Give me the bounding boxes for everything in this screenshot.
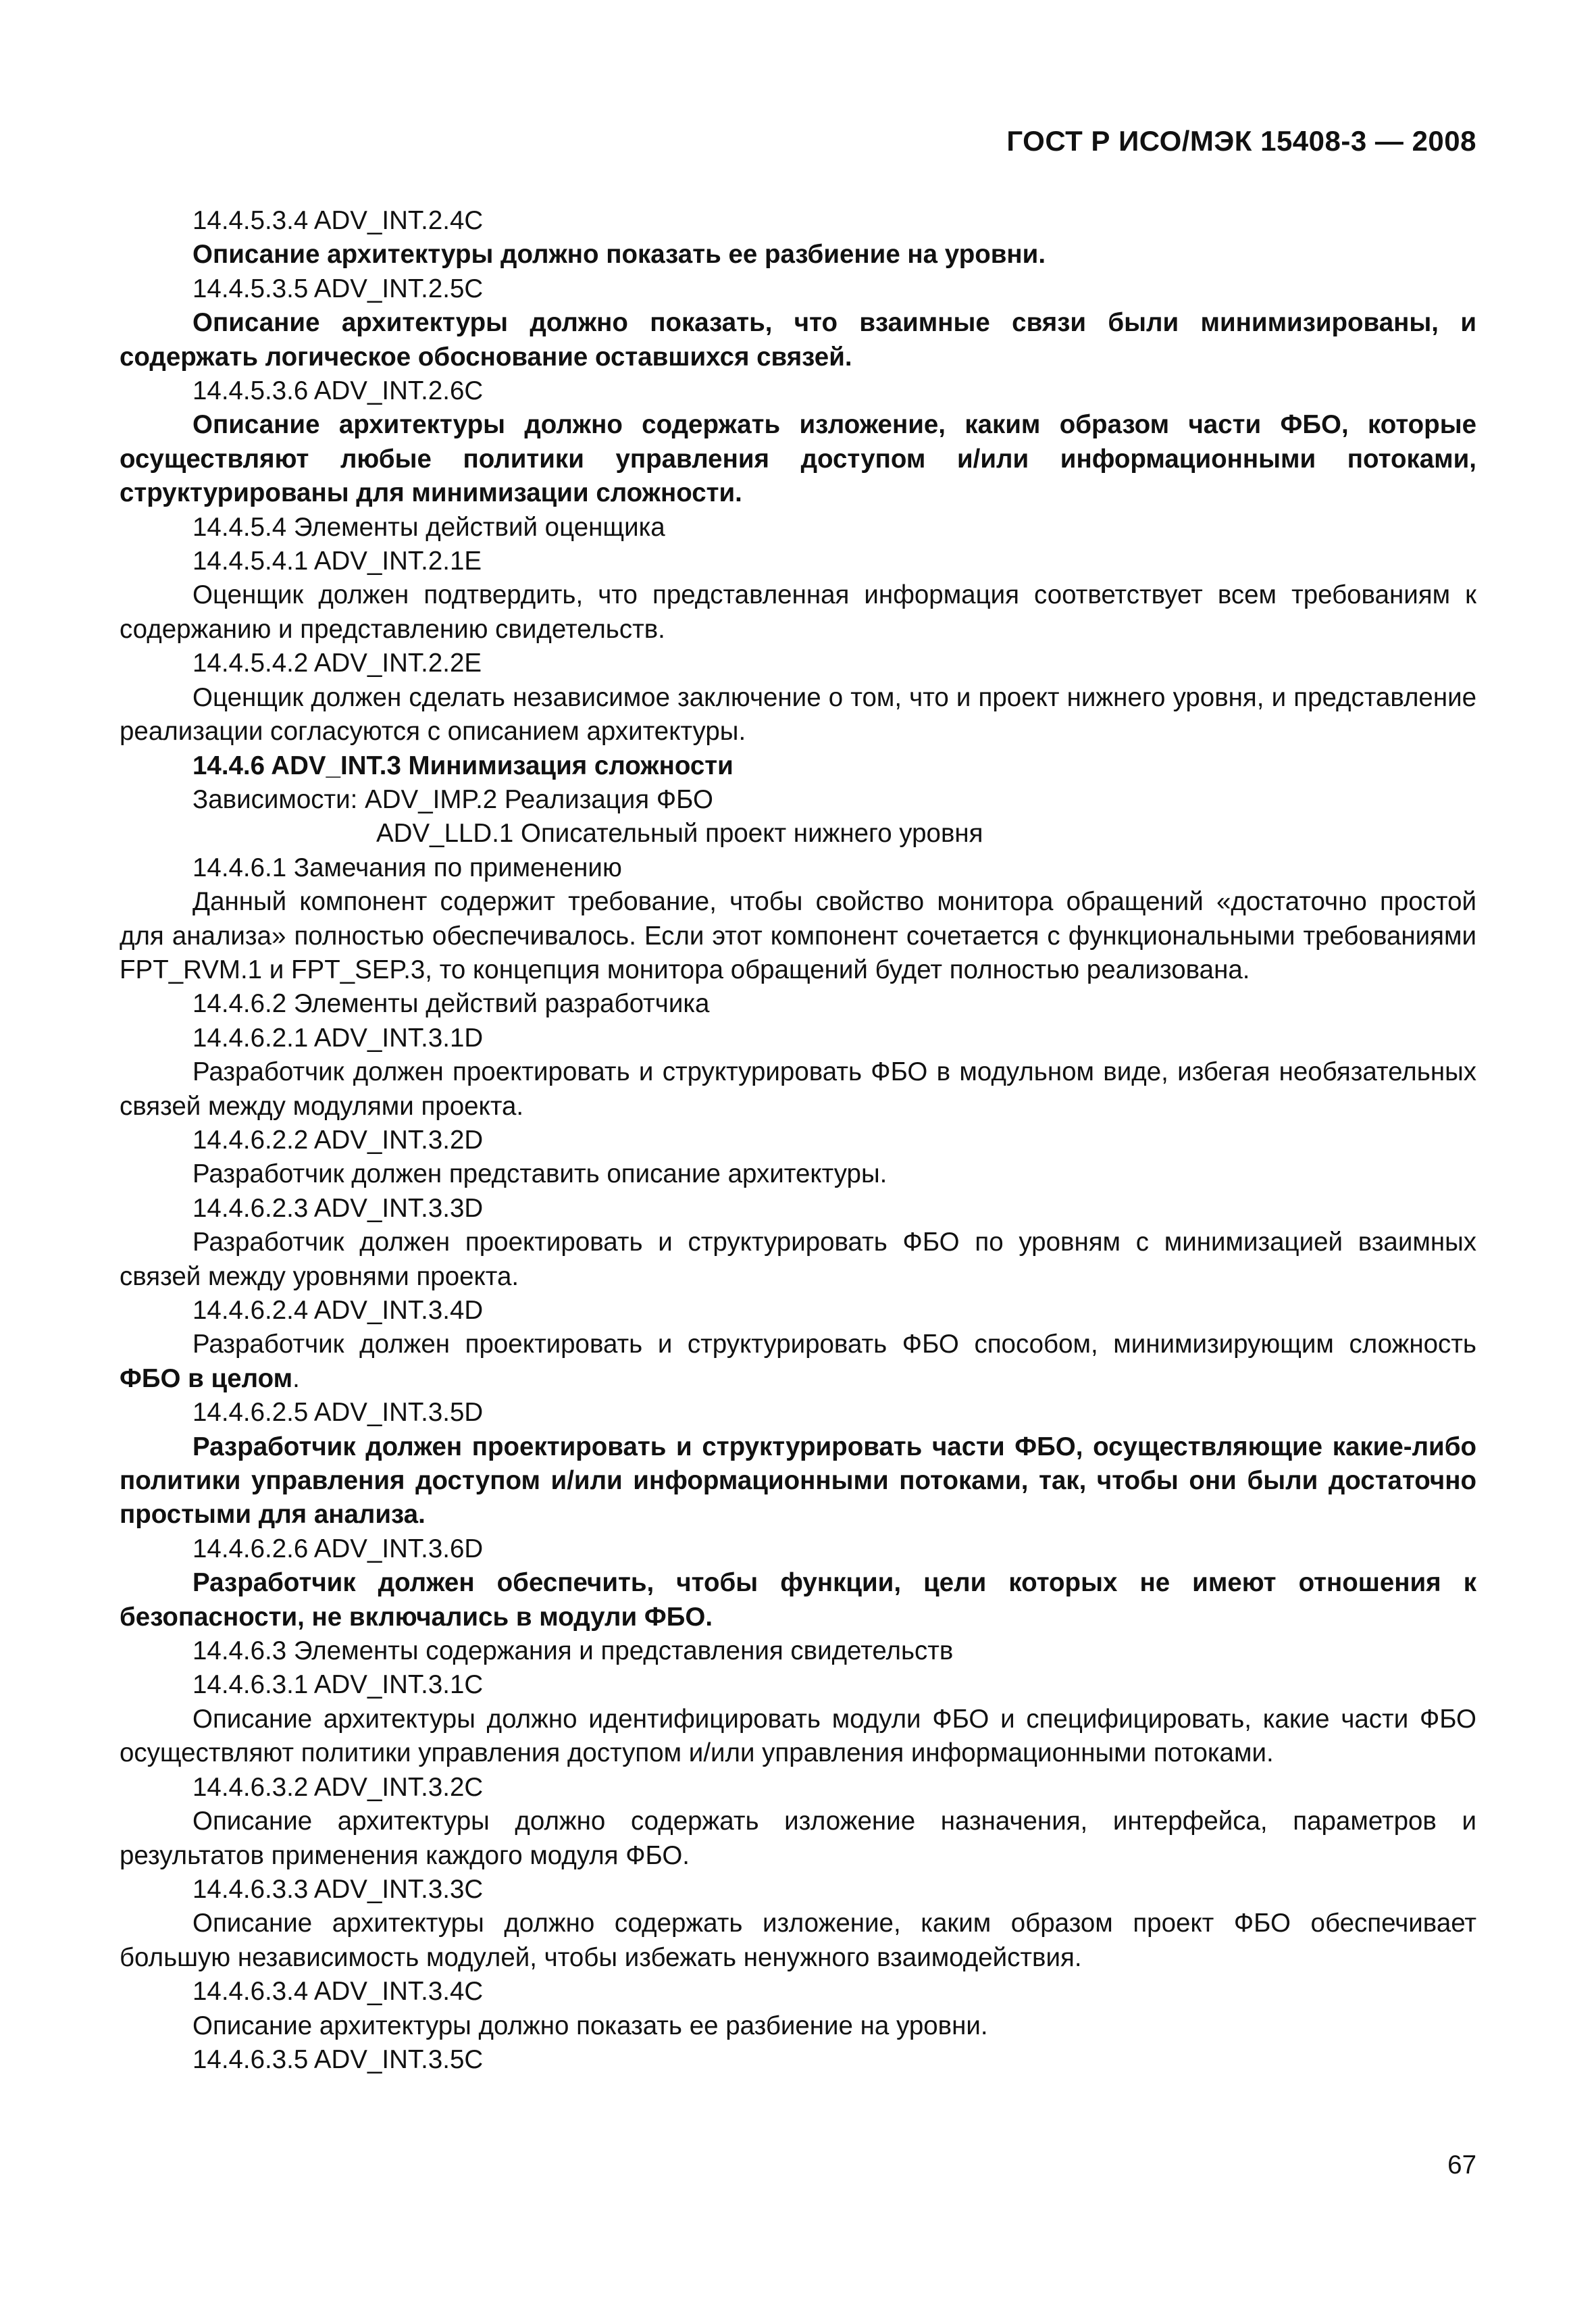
clause-number: 14.4.6.3.4 ADV_INT.3.4C — [192, 1977, 484, 2007]
requirement-text: Описание архитектуры должно показать ее разбиение на уровни. — [192, 2011, 988, 2040]
requirement-text-bold-fragment: ФБО в целом — [120, 1363, 293, 1393]
page-number: 67 — [1447, 2150, 1476, 2180]
requirement-text: Оценщик должен подтвердить, что представленная информация соответствует всем требованиям к содержанию и представлению свидетельств. — [120, 580, 1476, 644]
requirement-text: Описание архитектуры должно содержать изложение, каким образом проект ФБО обеспечивает большую независимость модулей, чтобы избежать ненужного взаимодействия. — [120, 1909, 1476, 1972]
clause-number: 14.4.6.2.3 ADV_INT.3.3D — [192, 1193, 484, 1223]
requirement-text-bold: Описание архитектуры должно показать ее разбиение на уровни. — [192, 240, 1046, 270]
clause-number: 14.4.5.4.2 ADV_INT.2.2E — [192, 649, 482, 678]
section-heading: 14.4.6.2 Элементы действий разработчика — [192, 989, 710, 1019]
section-heading: 14.4.5.4 Элементы действий оценщика — [192, 512, 665, 542]
requirement-text: Оценщик должен сделать независимое заключение о том, что и проект нижнего уровня, и представление реализации согласуются с описанием архитектуры. — [120, 682, 1476, 747]
clause-number: 14.4.5.3.4 ADV_INT.2.4C — [192, 206, 484, 235]
component-heading: 14.4.6 ADV_INT.3 Минимизация сложности — [192, 751, 733, 780]
requirement-text-end: . — [292, 1363, 300, 1393]
requirement-text: Описание архитектуры должно содержать изложение назначения, интерфейса, параметров и результатов применения каждого модуля ФБО. — [120, 1807, 1476, 1870]
requirement-text-bold: Разработчик должен проектировать и структурировать части ФБО, осуществляющие какие-либо политики управления доступом и/или информационными потоками, так, чтобы они были достаточно простыми для анализа. — [120, 1432, 1476, 1530]
clause-number: 14.4.5.3.6 ADV_INT.2.6C — [192, 376, 484, 406]
document-body — [120, 204, 1476, 2077]
requirement-text-bold: Разработчик должен обеспечить, чтобы функции, цели которых не имеют отношения к безопасности, не включались в модули ФБО. — [120, 1568, 1476, 1632]
clause-number: 14.4.6.2.1 ADV_INT.3.1D — [192, 1023, 484, 1053]
dependencies-line: Зависимости: ADV_IMP.2 Реализация ФБО — [192, 784, 713, 814]
page-header-standard-title: ГОСТ Р ИСО/МЭК 15408-3 — 2008 — [1006, 125, 1476, 157]
clause-number: 14.4.6.2.4 ADV_INT.3.4D — [192, 1296, 484, 1325]
clause-number: 14.4.6.3.2 ADV_INT.3.2C — [192, 1772, 484, 1802]
clause-number: 14.4.6.2.5 ADV_INT.3.5D — [192, 1398, 484, 1428]
clause-number: 14.4.6.2.6 ADV_INT.3.6D — [192, 1534, 484, 1563]
requirement-text-normal: Разработчик должен проектировать и структурировать ФБО способом, минимизирующим сложность — [192, 1330, 1476, 1359]
clause-number: 14.4.5.4.1 ADV_INT.2.1E — [192, 547, 482, 576]
section-heading: 14.4.6.1 Замечания по применению — [192, 853, 622, 882]
clause-number: 14.4.5.3.5 ADV_INT.2.5C — [192, 274, 484, 303]
clause-number: 14.4.6.3.1 ADV_INT.3.1C — [192, 1670, 484, 1700]
requirement-text: Разработчик должен представить описание архитектуры. — [192, 1159, 887, 1189]
dependencies-line: ADV_LLD.1 Описательный проект нижнего уровня — [376, 819, 983, 849]
application-notes-text: Данный компонент содержит требование, чтобы свойство монитора обращений «достаточно простой для анализа» полностью обеспечивалось. Если этот компонент сочетается с функциональными требованиями FPT_RVM.1 и FPT_SEP.3, то концепция монитора обращений будет полностью реализована. — [120, 887, 1476, 984]
requirement-text-bold: Описание архитектуры должно показать, что взаимные связи были минимизированы, и содержать логическое обоснование оставшихся связей. — [120, 308, 1476, 372]
clause-number: 14.4.6.3.3 ADV_INT.3.3C — [192, 1874, 484, 1904]
section-heading: 14.4.6.3 Элементы содержания и представления свидетельств — [192, 1636, 954, 1666]
clause-number: 14.4.6.2.2 ADV_INT.3.2D — [192, 1125, 484, 1155]
requirement-text: Разработчик должен проектировать и структурировать ФБО в модульном виде, избегая необязательных связей между модулями проекта. — [120, 1057, 1476, 1121]
requirement-text-bold: Описание архитектуры должно содержать изложение, каким образом части ФБО, которые осуществляют любые политики управления доступом и/или информационными потоками, структурированы для минимизации сложности. — [120, 410, 1476, 508]
requirement-text: Разработчик должен проектировать и структурировать ФБО по уровням с минимизацией взаимных связей между уровнями проекта. — [120, 1228, 1476, 1291]
requirement-text — [120, 1328, 1476, 1396]
requirement-text: Описание архитектуры должно идентифицировать модули ФБО и специфицировать, какие части ФБО осуществляют политики управления доступом и/или управления информационными потоками. — [120, 1704, 1476, 1768]
clause-number: 14.4.6.3.5 ADV_INT.3.5C — [192, 2044, 484, 2074]
